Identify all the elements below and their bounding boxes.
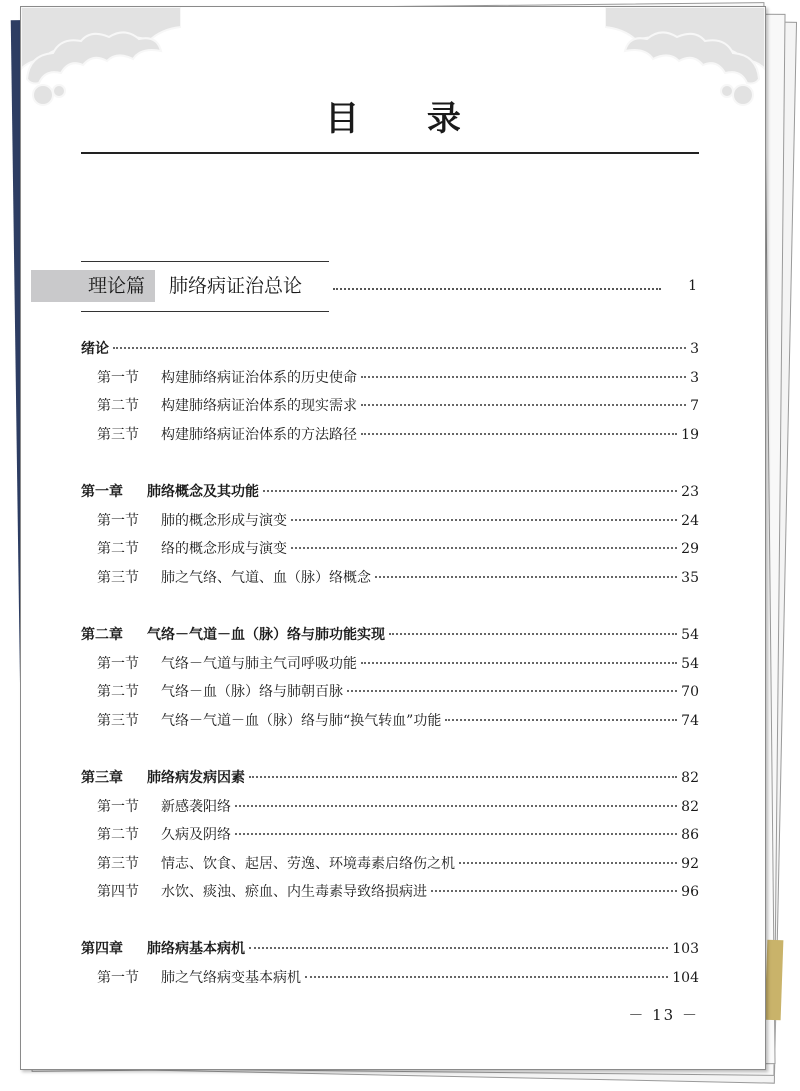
toc-entry-title: 构建肺络病证治体系的现实需求 [161, 398, 357, 415]
toc-section-entry[interactable] [81, 821, 699, 850]
toc-section-entry[interactable] [81, 650, 699, 679]
toc-entry-page: 96 [681, 884, 699, 901]
toc-leader-dots [305, 976, 668, 978]
toc-entry-page: 82 [681, 798, 699, 815]
toc-entry-title: 肺之气络、气道、血（脉）络概念 [161, 569, 371, 586]
part-leader-dots [333, 288, 661, 290]
toc-leader-dots [249, 947, 668, 949]
toc-leader-dots [361, 433, 677, 435]
toc-entry-page: 7 [690, 398, 699, 415]
title-underline [81, 152, 699, 154]
toc-entry-label [97, 821, 231, 850]
toc-entry-title: 气络－血（脉）络与肺朝百脉 [161, 684, 343, 701]
toc-entry-title: 肺络病基本病机 [147, 941, 245, 958]
part-label: 理论篇 [87, 275, 145, 297]
toc-entry-number: 第一节 [97, 798, 139, 815]
toc-entry-number: 第一节 [97, 369, 139, 386]
toc-entry-title: 久病及阴络 [161, 827, 231, 844]
toc-entry-title: 肺之气络病变基本病机 [161, 970, 301, 987]
toc-section-entry[interactable] [81, 392, 699, 421]
toc-section-entry[interactable] [81, 507, 699, 536]
toc-entry-page: 86 [681, 827, 699, 844]
toc-entry-label [97, 707, 441, 736]
part-rule-top [81, 261, 329, 262]
part-rule-bottom [81, 311, 329, 312]
toc-entry-label [97, 878, 427, 907]
toc-entry-page: 54 [681, 655, 699, 672]
toc-leader-dots [113, 347, 686, 349]
toc-entry-page: 23 [681, 483, 699, 500]
toc-spacer [81, 735, 699, 764]
toc-chapter-entry[interactable] [81, 764, 699, 793]
toc-entry-page: 29 [681, 541, 699, 558]
toc-entry-number: 第二节 [97, 827, 139, 844]
toc-entry-title: 肺的概念形成与演变 [161, 512, 287, 529]
toc-entry-number: 第二章 [81, 626, 123, 643]
toc-entry-title: 新感袭阳络 [161, 798, 231, 815]
toc-entry-page: 70 [681, 684, 699, 701]
toc-section-entry[interactable] [81, 535, 699, 564]
toc-section-entry[interactable] [81, 793, 699, 822]
toc-entry-number: 第四节 [97, 884, 139, 901]
toc-leader-dots [291, 519, 677, 521]
toc-leader-dots [347, 690, 677, 692]
toc-entry-number: 第二节 [97, 541, 139, 558]
toc-leader-dots [375, 576, 677, 578]
toc-section-entry[interactable] [81, 678, 699, 707]
table-of-contents [81, 335, 699, 993]
toc-section-entry[interactable] [81, 707, 699, 736]
toc-leader-dots [459, 862, 677, 864]
toc-section-entry[interactable] [81, 964, 699, 993]
toc-entry-label [97, 392, 357, 421]
toc-entry-number: 第三节 [97, 569, 139, 586]
part-heading [31, 261, 697, 313]
toc-entry-page: 3 [690, 341, 699, 357]
toc-entry-title: 绪论 [81, 341, 109, 357]
toc-entry-label [97, 850, 455, 879]
document-page [20, 6, 766, 1070]
toc-entry-number: 第三节 [97, 855, 139, 872]
toc-entry-label [81, 478, 259, 507]
toc-leader-dots [235, 805, 677, 807]
toc-entry-page: 103 [672, 941, 699, 958]
part-label-box [31, 270, 155, 302]
page-title: 目 录 [325, 99, 489, 139]
toc-entry-label [81, 935, 245, 964]
toc-chapter-entry[interactable] [81, 335, 699, 364]
toc-entry-number: 第三节 [97, 712, 139, 729]
toc-leader-dots [361, 662, 677, 664]
toc-entry-page: 24 [681, 512, 699, 529]
toc-leader-dots [361, 376, 686, 378]
toc-entry-page: 35 [681, 569, 699, 586]
toc-entry-label [97, 650, 357, 679]
toc-entry-label [97, 793, 231, 822]
toc-leader-dots [445, 719, 677, 721]
toc-leader-dots [263, 490, 677, 492]
toc-leader-dots [361, 404, 686, 406]
toc-entry-label [97, 678, 343, 707]
toc-entry-label [81, 764, 245, 793]
toc-entry-title: 气络－气道－血（脉）络与肺功能实现 [147, 626, 385, 643]
toc-entry-title: 气络－气道－血（脉）络与肺“换气转血”功能 [161, 712, 442, 729]
toc-entry-label [97, 507, 287, 536]
toc-entry-number: 第一章 [81, 483, 123, 500]
toc-entry-number: 第二节 [97, 684, 139, 701]
toc-entry-page: 82 [681, 769, 699, 786]
toc-entry-label [97, 535, 287, 564]
toc-leader-dots [431, 890, 677, 892]
toc-entry-label [97, 564, 371, 593]
toc-entry-label [81, 335, 109, 364]
toc-leader-dots [291, 547, 677, 549]
toc-entry-title: 构建肺络病证治体系的历史使命 [161, 369, 357, 386]
toc-chapter-entry[interactable] [81, 935, 699, 964]
toc-entry-page: 74 [681, 712, 699, 729]
toc-spacer [81, 592, 699, 621]
toc-section-entry[interactable] [81, 421, 699, 450]
toc-section-entry[interactable] [81, 564, 699, 593]
page-number: － 13 － [628, 1006, 699, 1024]
toc-entry-number: 第三节 [97, 426, 139, 443]
toc-leader-dots [389, 633, 677, 635]
toc-entry-title: 肺络病发病因素 [147, 769, 245, 786]
toc-entry-title: 水饮、痰浊、瘀血、内生毒素导致络损病进 [161, 884, 427, 901]
toc-entry-number: 第二节 [97, 398, 139, 415]
toc-entry-label [97, 421, 357, 450]
toc-entry-number: 第一节 [97, 970, 139, 987]
toc-spacer [81, 449, 699, 478]
toc-entry-title: 构建肺络病证治体系的方法路径 [161, 426, 357, 443]
toc-leader-dots [249, 776, 677, 778]
toc-entry-page: 54 [681, 626, 699, 643]
toc-entry-number: 第一节 [97, 655, 139, 672]
toc-entry-number: 第一节 [97, 512, 139, 529]
toc-entry-title: 络的概念形成与演变 [161, 541, 287, 558]
toc-section-entry[interactable] [81, 364, 699, 393]
toc-section-entry[interactable] [81, 850, 699, 879]
gold-edge [765, 940, 784, 1021]
toc-entry-label [97, 964, 301, 993]
toc-entry-label [97, 364, 357, 393]
toc-chapter-entry[interactable] [81, 478, 699, 507]
toc-spacer [81, 907, 699, 936]
part-page-number: 1 [688, 278, 697, 294]
toc-section-entry[interactable] [81, 878, 699, 907]
toc-entry-page: 104 [672, 970, 699, 987]
toc-entry-page: 92 [681, 855, 699, 872]
toc-entry-page: 19 [681, 426, 699, 443]
toc-entry-title: 气络－气道与肺主气司呼吸功能 [161, 655, 357, 672]
toc-entry-title: 肺络概念及其功能 [147, 483, 259, 500]
toc-chapter-entry[interactable] [81, 621, 699, 650]
toc-leader-dots [235, 833, 677, 835]
toc-entry-title: 情志、饮食、起居、劳逸、环境毒素启络伤之机 [161, 855, 455, 872]
toc-entry-page: 3 [690, 369, 699, 386]
part-title: 肺络病证治总论 [169, 275, 303, 297]
toc-entry-number: 第三章 [81, 769, 123, 786]
toc-entry-label [81, 621, 385, 650]
toc-entry-number: 第四章 [81, 941, 123, 958]
